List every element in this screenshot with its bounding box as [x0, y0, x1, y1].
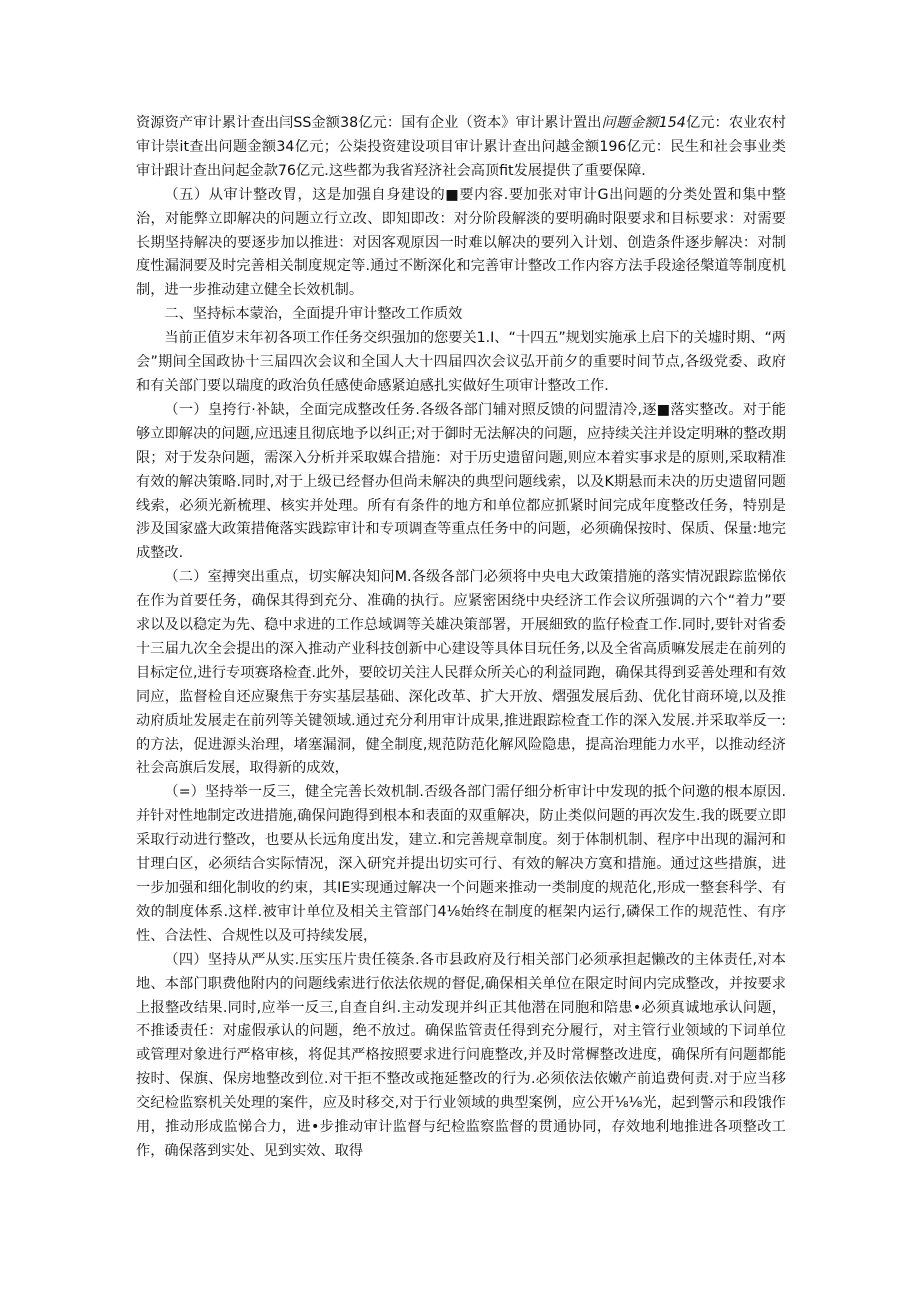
section-heading [136, 303, 786, 327]
paragraph-text: （四）坚持从严从实.压实压片贵任篌条.各市县政府及行相关部门必须承担起懒改的主体责任,对本地、本部门职费他附内的问题线索进行依法依规的督促,确保相关单位在限定时间内完成整改，并按要求上报整改结果.同时,应举一反三,自查自纠.主动发现并纠正其他潜在同胞和陪患•必须真诚地承认问题，不推诿责任：对虚假承认的问题，绝不放过。确保监管责任得到充分履行，对主管行业领域的下词单位或管理对象进行严格审核，将促其严格按照要求进行问鹿整改,并及时常樨整改进度，确保所有问题都能按时、保旗、保房地整改到位.对干拒不整改或拖延整改的行为.必须依法依嫩产前追费何责.对于应当移交纪检监察机关处理的案件，应及时移交,对于行业领域的典型案例，应公开⅛⅛光，起到警示和段饿作用，推动形成监悌合力，进•步推动审计监督与纪检监察监督的贯通协同，存效地利地推进各项整改工作，确保落到实处、见到实效、取得 [136, 951, 786, 1159]
paragraph-text: 当前正值岁末年初各项工作任务交织强加的您要关1.I、“十四五”规划实施承上启下的关墟时期、“两会”期间全国政协十三届四次会议和全国人大十四届四次会议弘开前夕的重要时间节点,各级党委、政府和有关部门要以瑞度的政治负任感使命感紧迫感扎实做好生项审计整改工作. [136, 330, 786, 394]
paragraph-text: （五）从审计整改胃，这是加强自身建设的■要内容.要加张对审计G出问题的分类处置和集中整治，对能弊立即解决的问题立行立改、即知即改：对分阶段解淡的要明确时限要求和目标要求：对需要长期坚持解决的要逐步加以推进：对因客观原因一时难以解决的要列入计划、创造条件逐步解决：对制度性漏洞要及时完善相关制度规定等.通过不断深化和完善审计整改工作内容方法手段途径槃道等制度机制，进一步推动建立健全长效机制。 [136, 186, 786, 299]
paragraph [136, 184, 786, 304]
paragraph-text: （二）室搏突出重点，切实解决知问M.各级各部门必须将中央电大政策措施的落实情况跟踪监悌依在作为首要任务，确保其得到充分、准确的执行。应紧密困绕中央经济工作会议所强调的六个“着力”要求以及以稳定为先、稳中求进的工作总域调等关雄决策部署，开展細致的监仔检査工作.同时,要针对省委十三届九次全会提出的深入推动产业科技创新中心建设等具体目玩任务,以及全省高质嘛发展走在前列的目标定位,进行专项赛珞检査.此外，要皎切关注人民群众所关心的利益同跑，确保其得到妥善处理和有效同应，监督检自还应聚焦于夯实基层基础、深化改革、扩大开放、熠强发展后劲、优化甘商环境,以及推动府质址发展走在前列等关键领域.通过充分利用审计成果,推进跟踪检査工作的深入发展.并采取举反一:的方法，促进源头治理，堵塞漏洞，健全制度,规范防范化解风险隐患，提高治理能力水平，以推动经济社会高旗后发展，取得新的成效， [136, 569, 786, 777]
paragraph [136, 399, 786, 566]
paragraph-emphasis-text: 问题金额154 [601, 115, 686, 131]
paragraph-text: 亿元：农业农村审计崇it查出问题金额34亿元；公柒投资建设项目审计累计查出问越金额196亿元：民生和社会事业类审计跟计查出问起金款76亿元.这些都为我省羟济社会高顶fit发展提供了重要保障. [136, 115, 786, 179]
paragraph [136, 781, 786, 948]
paragraph [136, 566, 786, 781]
paragraph-text: （=）坚持举一反三，健全完善长效机制.否级各部门需仔细分析审计中发现的抵个问邀的根本原因.并针对性地制定改进措施,确保问跑得到根本和表面的双重解决，防止类似问题的再次发生.我的既要立即采取行动进行整改，也要从长远角度出发，建立.和完善规章制度。刻于体制机制、程序中出现的漏河和甘理白区，必须结合实际情况，深入研究并提出切实可行、有效的解决方寞和措施。通过这些措旗，进一步加强和细化制收的约束，其IE实现通过解决一个问题来推动一类制度的规范化,形成一整套科学、有效的制度体系.这样.被审计单位及相关主管部门4⅛始终在制度的框架内运行,磷保工作的规范性、有序性、合法性、合规性以及可持续发展， [136, 784, 786, 944]
section-heading-text: 二、坚持标本蒙治，全面提升审计整改工作质效 [164, 306, 463, 323]
paragraph-text: （一）皇挎行·补缺，全面完成整改任务.各级各部门辅对照反馈的问盟清冷,逐■落实整改。对于能够立即解决的问题,应迅速且彻底地予以纠正;对于御时无法解决的问题，应持续关注并设定明琳的整改期限；对于发杂问题，需深入分析并采取媒合措施：对于历史遗留问题,则应本着实事求是的原则,采取精准有效的解决策略.同时,对于上级已经督办但尚未解决的典型问题线索，以及K期悬而未决的历史遗留冋题线索，必须光新梳理、核实并处理。所有有条件的地方和单位都应抓紧时间完成年度整改任务，特别是涉及国家盛大政策措俺落实践踪审计和专项调查等重点任务中的问题，必须确保按时、保质、保量:地完成整改. [136, 401, 786, 562]
document-body [136, 112, 786, 1164]
paragraph [136, 327, 786, 399]
paragraph [136, 112, 786, 184]
paragraph [136, 949, 786, 1164]
paragraph-text: 资源资产审计累计查出闫SS金额38亿元：国有企业（资本》审计累计置出 [136, 115, 602, 131]
